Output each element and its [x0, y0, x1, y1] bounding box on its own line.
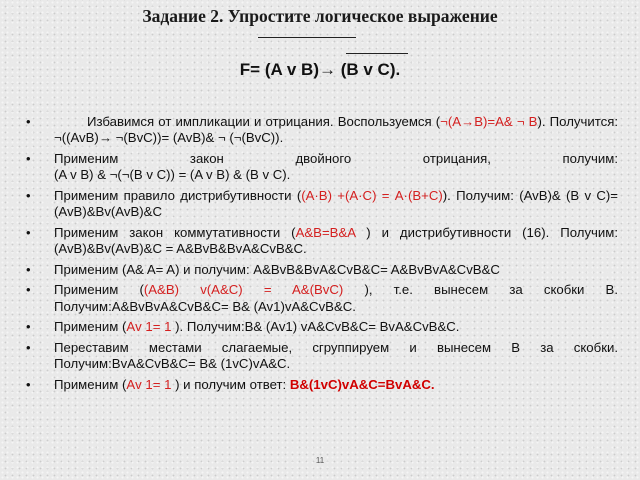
task-formula: F= (A v B)→ (B v C). [239, 60, 401, 79]
step-6-text-b: ), т.е. вынесем за скобки B. Получим:A&BvBvA&CvB&C= B& (Av1)vA&CvB&C. [54, 282, 619, 314]
step-9-rule: Аv 1= 1 [126, 376, 172, 392]
step-1 [26, 114, 618, 146]
step-1-text-a: Избавимся от импликации и отрицания. Воспользуемся ( [87, 114, 441, 129]
bullet-dot: • [26, 319, 31, 335]
step-1-rule: ¬(A→B)=A& ¬ B [440, 114, 538, 129]
step-9-text-a: Применим ( [54, 376, 127, 392]
step-7-text-a: Применим ( [54, 319, 127, 335]
final-answer: B&(1vC)vA&C=BvA&C. [289, 376, 435, 392]
step-6-rule: (A&B) v(A&C) = A&(BvC) [143, 282, 344, 298]
bullet-dot: • [26, 261, 31, 277]
step-7-rule: Аv 1= 1 [126, 319, 172, 335]
slide-title: Задание 2. Упростите логическое выражение [142, 6, 498, 26]
step-8 [26, 340, 618, 372]
step-3-text-a: Применим правило дистрибутивности ( [54, 187, 302, 203]
negation-overline-1 [258, 37, 356, 38]
step-2-line-2: (A v B) & ¬(¬(B v C)) = (A v B) & (B v C). [54, 167, 291, 183]
page-number: 11 [315, 456, 325, 465]
step-4 [26, 225, 618, 257]
step-9-text-b: ) и получим ответ: [171, 376, 290, 392]
step-7 [26, 319, 618, 335]
step-9 [26, 377, 618, 393]
step-3-text-b: ). Получим: (AvB)& (B v C)= (AvB)&Bv(AvB)&C [54, 187, 618, 220]
step-4-text-a: Применим закон коммутативности ( [54, 224, 296, 240]
step-4-text-b: ) и дистрибутивности (16). Получим: (AvB)&Bv(AvB)&C = A&BvB&BvA&CvB&C. [54, 224, 619, 256]
bullet-dot: • [26, 114, 31, 129]
step-6-text-a: Применим ( [54, 282, 144, 298]
step-2 [26, 151, 618, 183]
bullet-dot: • [26, 150, 31, 166]
bullet-dot: • [26, 187, 31, 203]
bullet-dot: • [26, 339, 31, 355]
step-7-text-b: ). Получим:B& (Av1) vA&CvB&C= BvA&CvB&C. [171, 319, 460, 335]
step-8-text: Переставим местами слагаемые, сгруппируем и вынесем В за скобки. Получим:BvA&CvB&C= B& (1vC)vA&C. [54, 339, 618, 372]
step-3-rule: (A·B) +(A·C) = A·(B+C) [301, 187, 443, 203]
step-6 [26, 282, 618, 314]
bullet-dot: • [26, 224, 31, 240]
step-2-line-1: Применим закон двойного отрицания, получим: [54, 150, 618, 166]
bullet-dot: • [26, 282, 31, 298]
solution-steps [26, 114, 618, 398]
step-1-text-b: ). Получится: ¬((AvB)→ ¬(BvC))= (AvB)& ¬ (¬(BvC)). [54, 114, 619, 146]
step-4-rule: A&B=B&A [295, 224, 356, 240]
step-3 [26, 188, 618, 220]
negation-overline-2 [346, 53, 408, 54]
step-5-text: Применим (A& A= A) и получим: A&BvB&BvA&CvB&C= A&BvBvA&CvB&C [54, 261, 500, 277]
bullet-dot: • [26, 376, 31, 392]
step-5 [26, 262, 618, 278]
